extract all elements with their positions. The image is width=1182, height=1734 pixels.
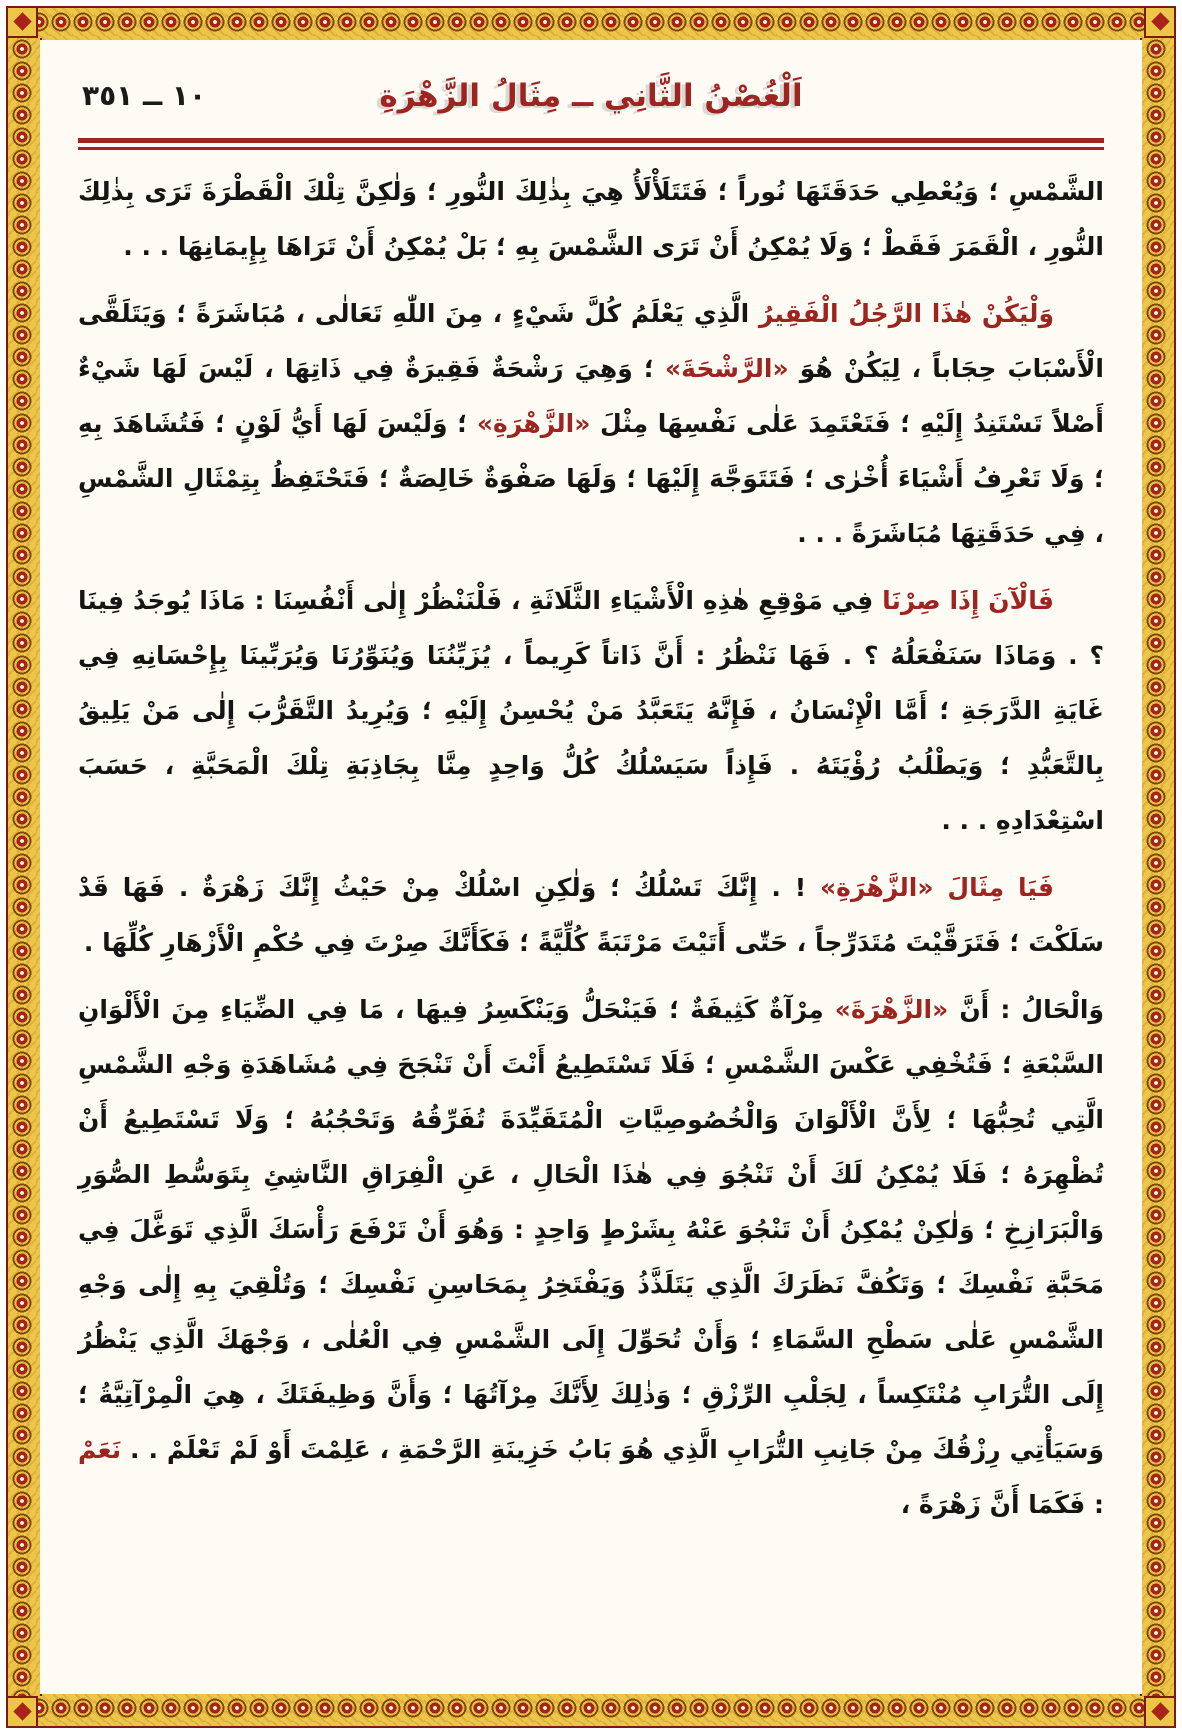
text-run: فِي مَوْقِعِ هٰذِهِ الْأَشْيَاءِ الثَّلَاثَةِ ، فَلْنَنْظُرْ إِلٰى أَنْفُسِنَا : مَاذَا يُوجَدُ فِينَا ؟ . وَمَاذَا سَنَفْعَلُهُ ؟ . فَهَا نَنْظُرُ : أَنَّ ذَاتاً كَرِيماً ، يُزَيِّنُنَا وَيُنَوِّرُنَا وَيُرَبِّينَا بِإِحْسَانِهِ فِي غَايَةِ الدَّرَجَةِ ؛ أَمَّا الْإِنْسَانُ ، فَإِنَّهُ يَتَعَبَّدُ مَنْ يُحْسِنُ إِلَيْهِ ؛ وَيُرِيدُ التَّقَرُّبَ إِلٰى مَنْ يَلِيقُ بِالتَّعَبُّدِ ؛ وَيَطْلُبُ رُؤْيَتَهُ . فَإِذاً سَيَسْلُكُ كُلُّ وَاحِدٍ مِنَّا بِجَاذِبَةِ تِلْكَ الْمَحَبَّةِ ، حَسَبَ اسْتِعْدَادِهِ . . .: [78, 586, 1104, 835]
border-corner-ornament: [6, 1696, 38, 1728]
border-right-ornament: [1140, 38, 1176, 1696]
page-content: [40, 40, 1142, 1694]
text-run: الَّذِي يَعْلَمُ كُلَّ شَيْءٍ ، مِنَ اللّٰهِ تَعَالٰى ، مُبَاشَرَةً ؛ وَيَتَلَقَّى الْأَسْبَابَ حِجَاباً ، لِيَكُنْ هُوَ: [78, 299, 1104, 383]
highlighted-text: «الزَّهْرَةَ»: [834, 995, 949, 1024]
border-corner-ornament: [1144, 1696, 1176, 1728]
highlighted-text: «الزَّهْرَةِ»: [476, 409, 591, 438]
border-corner-ornament: [6, 6, 38, 38]
text-run: ؛ وَهِيَ رَشْحَةٌ فَقِيرَةٌ فِي ذَاتِهَا ، لَيْسَ لَهَا شَيْءٌ أَصْلاً تَسْتَنِدُ إِلَيْهِ ؛ فَتَعْتَمِدَ عَلٰى نَفْسِهَا مِثْلَ: [78, 354, 1104, 438]
paragraph: [78, 573, 1104, 848]
highlighted-text: وَلْيَكُنْ هٰذَا الرَّجُلُ الْفَقِيرُ: [758, 299, 1054, 328]
border-top-ornament: [6, 6, 1176, 42]
diamond-ornament-icon: [1151, 12, 1169, 30]
text-run: : فَكَمَا أَنَّ زَهْرَةً ،: [900, 1490, 1104, 1519]
text-run: ؛ وَلَيْسَ لَهَا أَيُّ لَوْنٍ ؛ فَتُشَاهَدَ بِهِ ؛ وَلَا تَعْرِفُ أَشْيَاءَ أُخْرٰى ؛ فَتَتَوَجَّهَ إِلَيْهَا ؛ وَلَهَا صَفْوَةٌ خَالِصَةٌ ؛ فَتَحْتَفِظُ بِتِمْثَالِ الشَّمْسِ ، فِي حَدَقَتِهَا مُبَاشَرَةً . . .: [78, 409, 1104, 548]
header-divider: [78, 138, 1104, 150]
highlighted-text: فَالْآنَ إِذَا صِرْنَا: [882, 586, 1055, 615]
text-run: وَالْحَالُ : أَنَّ: [948, 995, 1104, 1024]
border-corner-ornament: [1144, 6, 1176, 38]
paragraph: [78, 860, 1104, 970]
border-left-ornament: [6, 38, 42, 1696]
page-header: [78, 66, 1104, 132]
paragraph: [78, 286, 1104, 561]
paragraph: [78, 982, 1104, 1532]
text-run: ! . إِنَّكَ تَسْلُكُ ؛ وَلٰكِنِ اسْلُكْ مِنْ حَيْثُ إِنَّكَ زَهْرَةٌ . فَهَا قَدْ سَلَكْتَ ؛ فَتَرَقَّيْتَ مُتَدَرِّجاً ، حَتّٰى أَتَيْتَ مَرْتَبَةً كُلِّيَّةً ؛ فَكَأَنَّكَ صِرْتَ فِي حُكْمِ الْأَزْهَارِ كُلِّهَا .: [78, 873, 1104, 957]
highlighted-text: فَيَا مِثَالَ «الزَّهْرَةِ»: [820, 873, 1054, 902]
page-title: اَلْغُصْنُ الثَّانِي ــ مِثَالُ الزَّهْرَةِ: [379, 78, 803, 114]
paragraph: [78, 164, 1104, 274]
page-number: ١٠ ــ ٣٥١: [82, 79, 207, 112]
highlighted-text: نَعَمْ: [78, 1435, 122, 1464]
body-text: [78, 164, 1104, 1532]
diamond-ornament-icon: [13, 1702, 31, 1720]
text-run: مِرْآةٌ كَثِيفَةٌ ؛ فَيَنْحَلُّ وَيَنْكَسِرُ فِيهَا ، مَا فِي الضِّيَاءِ مِنَ الْأَلْوَانِ السَّبْعَةِ ؛ فَتُخْفِي عَكْسَ الشَّمْسِ ؛ فَلَا تَسْتَطِيعُ أَنْتَ أَنْ تَنْجَحَ فِي مُشَاهَدَةِ وَجْهِ الشَّمْسِ الَّتِي تُحِبُّهَا ؛ لِأَنَّ الْأَلْوَانَ وَالْخُصُوصِيَّاتِ الْمُتَقَيِّدَةَ تُفَرِّقُهُ وَتَحْجُبُهُ ؛ وَلَا تَسْتَطِيعُ أَنْ تُظْهِرَهُ ؛ فَلَا يُمْكِنُ لَكَ أَنْ تَنْجُوَ فِي هٰذَا الْحَالِ ، عَنِ الْفِرَاقِ النَّاشِئِ بِتَوَسُّطِ الصُّوَرِ وَالْبَرَازِخِ ؛ وَلٰكِنْ يُمْكِنُ أَنْ تَنْجُوَ عَنْهُ بِشَرْطٍ وَاحِدٍ : وَهُوَ أَنْ تَرْفَعَ رَأْسَكَ الَّذِي تَوَغَّلَ فِي مَحَبَّةِ نَفْسِكَ ؛ وَتَكُفَّ نَظَرَكَ الَّذِي يَتَلَذَّذُ وَيَفْتَخِرُ بِمَحَاسِنِ نَفْسِكَ ؛ وَتُلْقِيَ بِهِ إِلٰى وَجْهِ الشَّمْسِ عَلٰى سَطْحِ السَّمَاءِ ؛ وَأَنْ تُحَوِّلَ إِلَى الشَّمْسِ فِي الْعُلٰى ، وَجْهَكَ الَّذِي يَنْظُرُ إِلَى التُّرَابِ مُنْتَكِساً ، لِجَلْبِ الرِّزْقِ ؛ وَذٰلِكَ لِأَنَّكَ مِرْآتُهَا ؛ وَأَنَّ وَظِيفَتَكَ ، هِيَ الْمِرْآتِيَّةُ ؛ وَسَيَأْتِي رِزْقُكَ مِنْ جَانِبِ التُّرَابِ الَّذِي هُوَ بَابُ خَزِينَةِ الرَّحْمَةِ ، عَلِمْتَ أَوْ لَمْ تَعْلَمْ . .: [78, 995, 1104, 1464]
text-run: الشَّمْسِ ؛ وَيُعْطِي حَدَقَتَهَا نُوراً ؛ فَتَتَلَأْلَأُ هِيَ بِذٰلِكَ النُّورِ ؛ وَلٰكِنَّ تِلْكَ الْقَطْرَةَ تَرَى بِذٰلِكَ النُّورِ ، الْقَمَرَ فَقَطْ ؛ وَلَا يُمْكِنُ أَنْ تَرَى الشَّمْسَ بِهِ ؛ بَلْ يُمْكِنُ أَنْ تَرَاهَا بِإِيمَانِهَا . . .: [78, 177, 1104, 261]
diamond-ornament-icon: [1151, 1702, 1169, 1720]
diamond-ornament-icon: [13, 12, 31, 30]
highlighted-text: «الرَّشْحَةَ»: [665, 354, 789, 383]
border-bottom-ornament: [6, 1692, 1176, 1728]
